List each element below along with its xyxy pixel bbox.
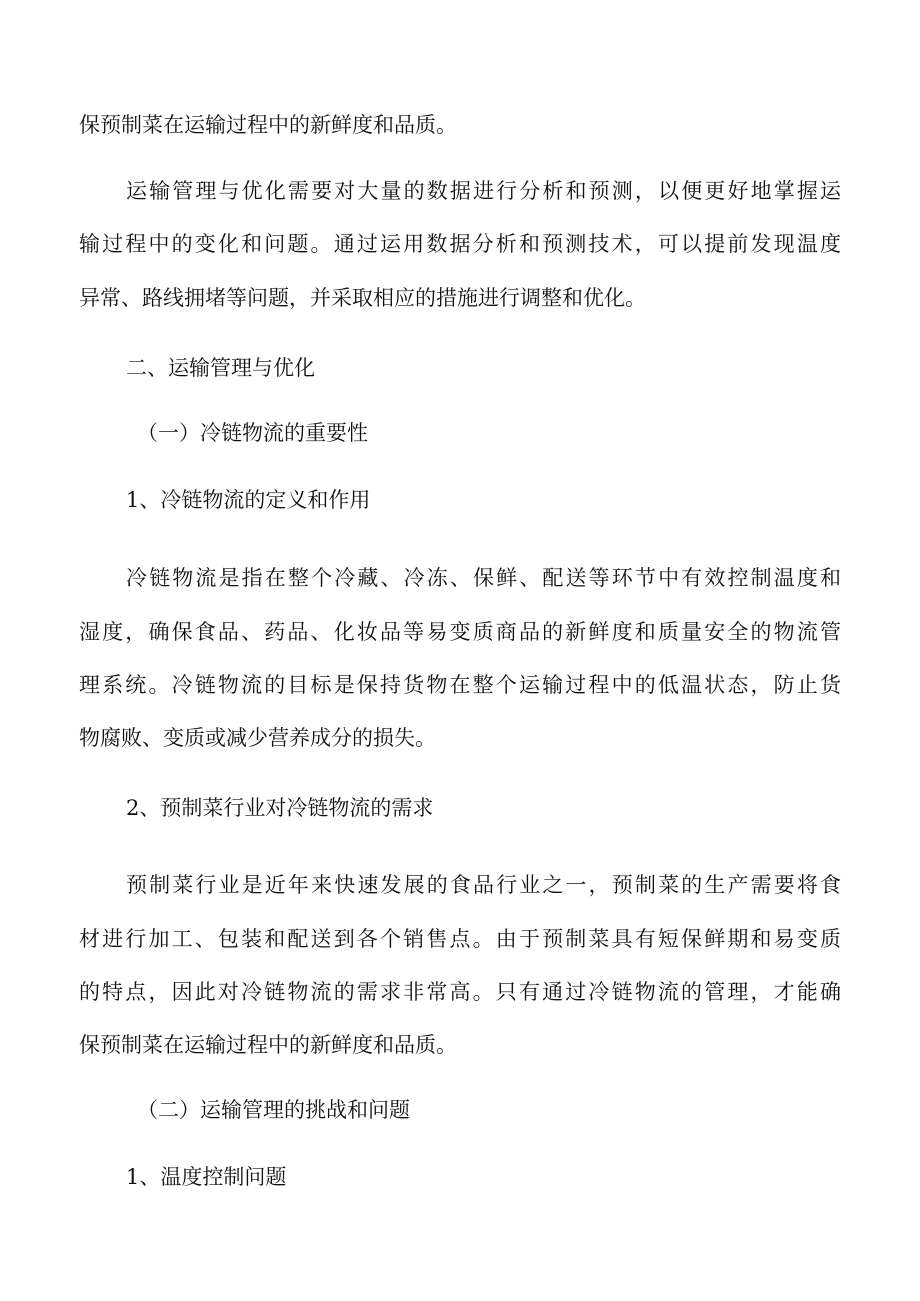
paragraph-line: 运输管理与优化需要对大量的数据进行分析和预测，以便更好地掌握运 — [126, 179, 841, 203]
paragraph-line: 物腐败、变质或减少营养成分的损失。 — [79, 726, 436, 750]
item-heading: 1、温度控制问题 — [126, 1165, 287, 1189]
paragraph-line: 预制菜行业是近年来快速发展的食品行业之一，预制菜的生产需要将食 — [126, 873, 841, 897]
paragraph-line: 理系统。冷链物流的目标是保持货物在整个运输过程中的低温状态，防止货 — [79, 673, 841, 697]
subsection-heading: （二）运输管理的挑战和问题 — [137, 1098, 410, 1122]
subsection-heading: （一）冷链物流的重要性 — [137, 421, 368, 445]
paragraph-line: 冷链物流是指在整个冷藏、冷冻、保鲜、配送等环节中有效控制温度和 — [126, 566, 841, 590]
paragraph-line: 的特点，因此对冷链物流的需求非常高。只有通过冷链物流的管理，才能确 — [79, 980, 841, 1004]
item-heading: 2、预制菜行业对冷链物流的需求 — [126, 796, 434, 820]
paragraph-line: 异常、路线拥堵等问题，并采取相应的措施进行调整和优化。 — [79, 286, 646, 310]
paragraph-line: 材进行加工、包装和配送到各个销售点。由于预制菜具有短保鲜期和易变质 — [79, 927, 841, 951]
section-heading: 二、运输管理与优化 — [126, 356, 315, 380]
paragraph-line: 输过程中的变化和问题。通过运用数据分析和预测技术，可以提前发现温度 — [79, 232, 841, 256]
paragraph-line: 湿度，确保食品、药品、化妆品等易变质商品的新鲜度和质量安全的物流管 — [79, 620, 841, 644]
continuation-paragraph-line: 保预制菜在运输过程中的新鲜度和品质。 — [79, 113, 457, 137]
paragraph-line: 保预制菜在运输过程中的新鲜度和品质。 — [79, 1033, 457, 1057]
item-heading: 1、冷链物流的定义和作用 — [126, 488, 371, 512]
